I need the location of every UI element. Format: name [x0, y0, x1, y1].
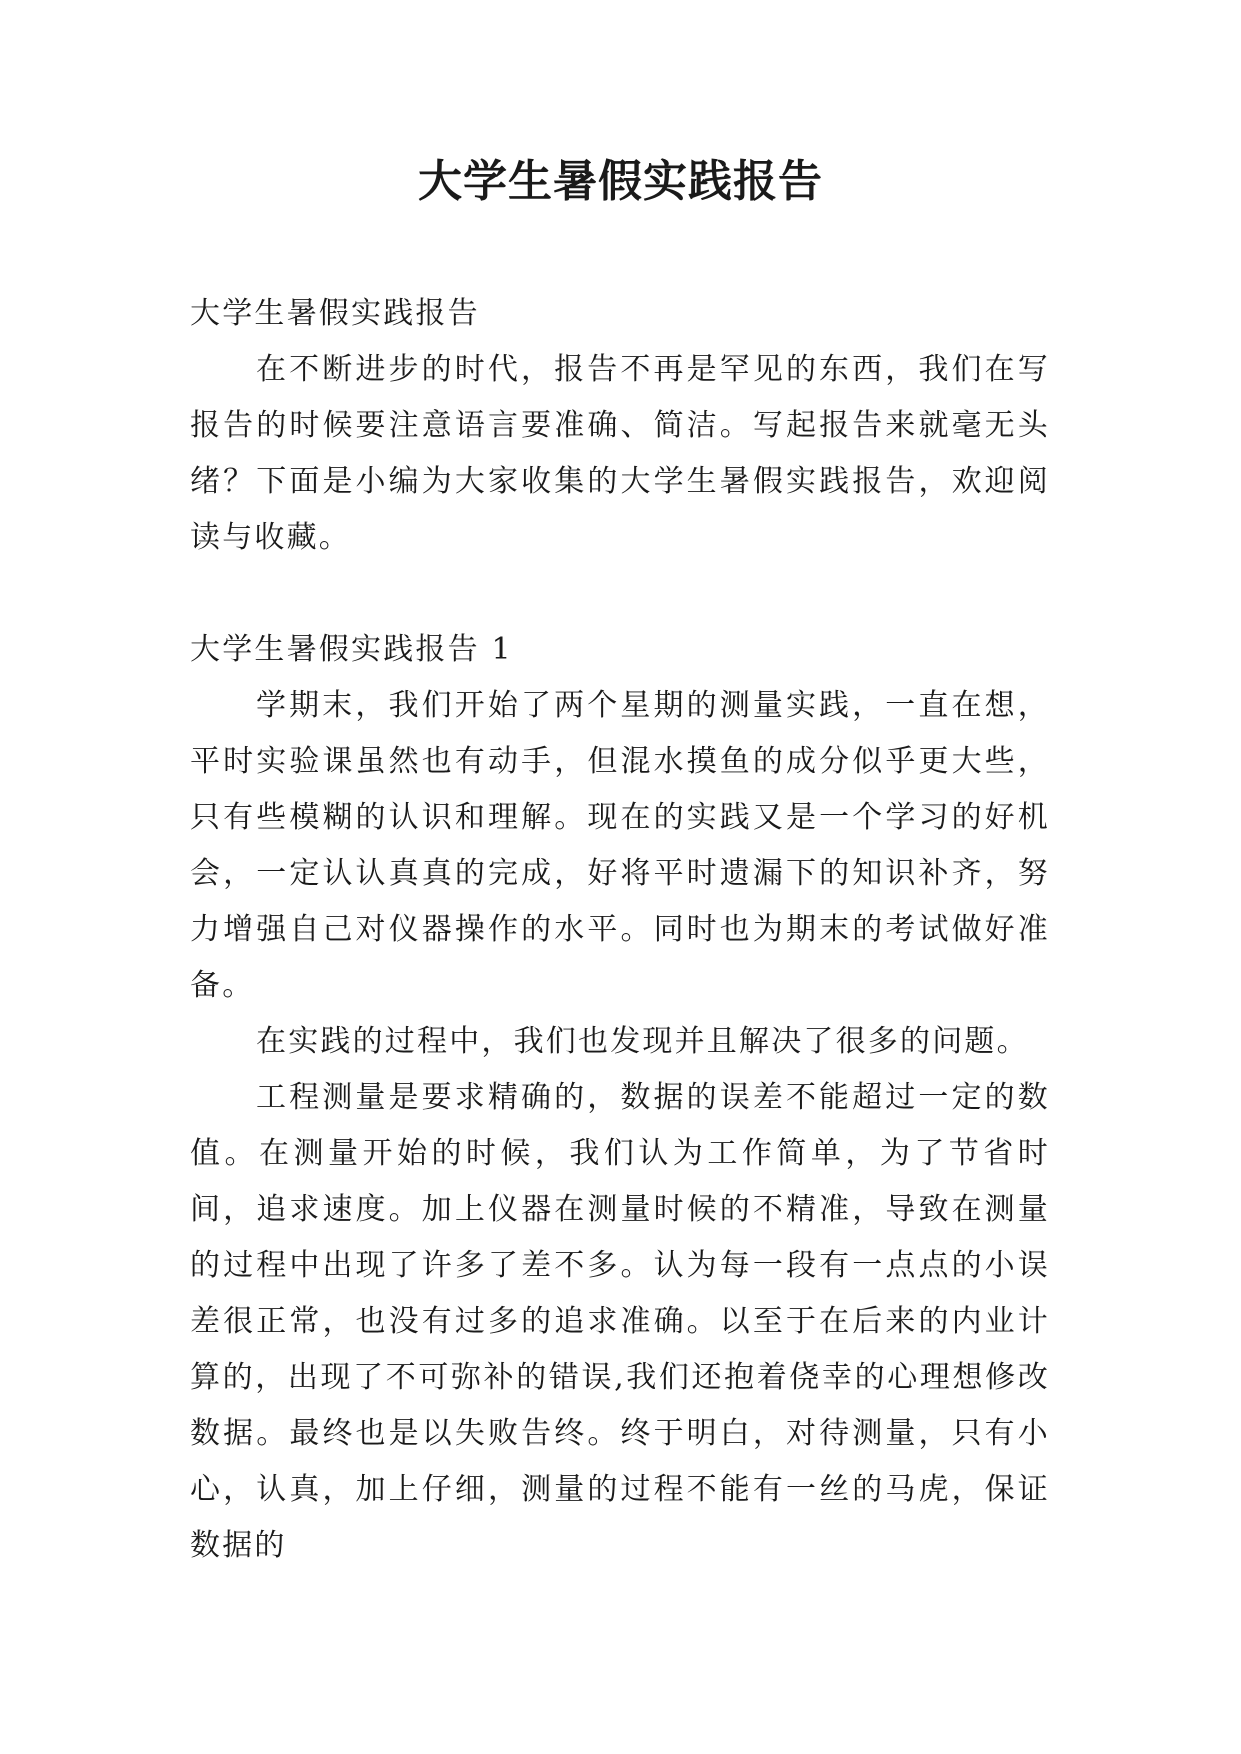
- section-spacer: [190, 566, 1050, 622]
- document-title: 大学生暑假实践报告: [418, 156, 823, 207]
- section1-paragraph-2: 在实践的过程中，我们也发现并且解决了很多的问题。: [256, 1024, 1029, 1059]
- section1-heading: 大学生暑假实践报告 1: [190, 632, 513, 667]
- section1-paragraph-3: 工程测量是要求精确的，数据的误差不能超过一定的数值。在测量开始的时候，我们认为工作简单，为了节省时间，追求速度。加上仪器在测量时候的不精准，导致在测量的过程中出现了许多了差不多。认为每一段有一点点的小误差很正常，也没有过多的追求准确。以至于在后来的内业计算的，出现了不可弥补的错误,我们还抱着侥幸的心理想修改数据。最终也是以失败告终。终于明白，对待测量，只有小心，认真，加上仔细，测量的过程不能有一丝的马虎，保证数据的: [190, 1080, 1050, 1563]
- intro-heading: 大学生暑假实践报告: [190, 296, 480, 331]
- document-body: [190, 286, 1050, 1574]
- section1-paragraph-1: 学期末，我们开始了两个星期的测量实践，一直在想，平时实验课虽然也有动手，但混水摸鱼的成分似乎更大些，只有些模糊的认识和理解。现在的实践又是一个学习的好机会，一定认认真真的完成，好将平时遗漏下的知识补齐，努力增强自己对仪器操作的水平。同时也为期末的考试做好准备。: [190, 688, 1050, 1003]
- intro-paragraph: 在不断进步的时代，报告不再是罕见的东西，我们在写报告的时候要注意语言要准确、简洁。写起报告来就毫无头绪？下面是小编为大家收集的大学生暑假实践报告，欢迎阅读与收藏。: [190, 352, 1050, 555]
